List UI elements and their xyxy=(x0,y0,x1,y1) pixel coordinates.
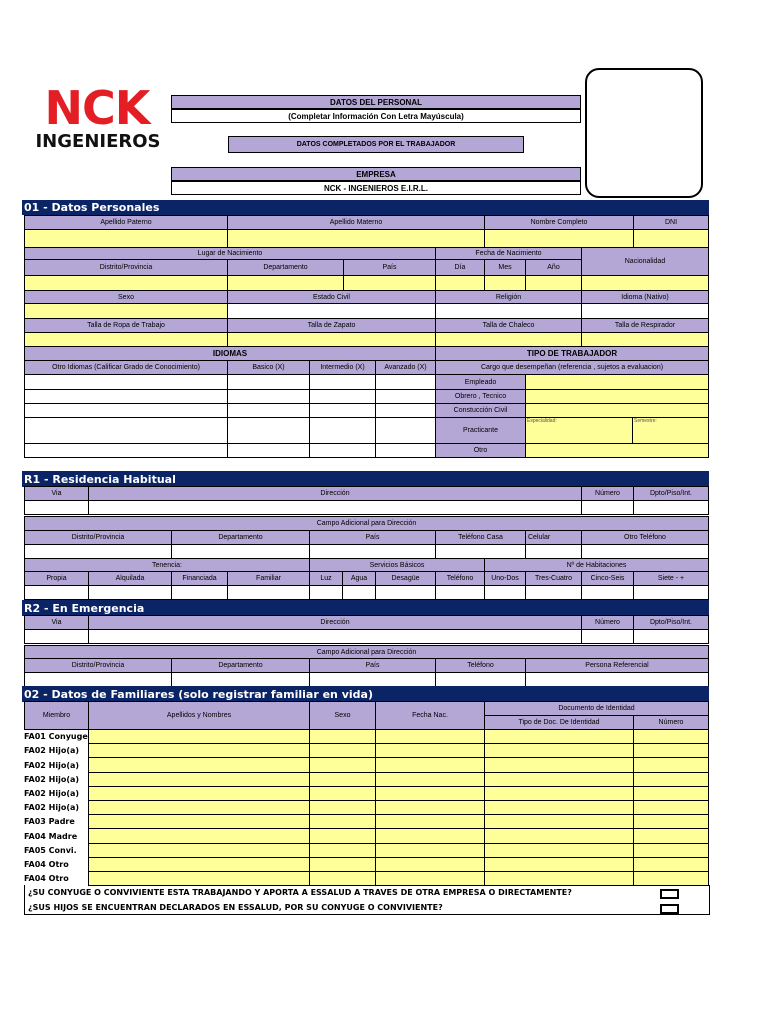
family-numero-field[interactable] xyxy=(633,828,709,844)
idioma-row-basico[interactable] xyxy=(227,389,310,404)
r1-habitaciones-label: Nº de Habitaciones xyxy=(484,558,709,572)
family-sexo-field[interactable] xyxy=(309,843,376,858)
family-apellidos-field[interactable] xyxy=(88,800,310,815)
idioma-row-avanzado[interactable] xyxy=(375,389,436,404)
family-member-label: FA05 Convi. xyxy=(24,846,77,855)
r1-departamento-field[interactable] xyxy=(171,544,310,559)
dia-field[interactable] xyxy=(435,275,485,291)
r2-telefono-label: Teléfono xyxy=(435,658,526,673)
family-numero-field[interactable] xyxy=(633,743,709,758)
header-title: DATOS DEL PERSONAL xyxy=(171,95,581,109)
r1-otro-telefono-label: Otro Teléfono xyxy=(581,530,709,545)
estado-civil-label: Estado Civil xyxy=(227,290,436,304)
numero-header: Número xyxy=(633,715,709,730)
r2-direccion-field[interactable] xyxy=(88,629,582,644)
r1-pais-field[interactable] xyxy=(309,544,436,559)
family-sexo-field[interactable] xyxy=(309,743,376,758)
r1-dpto-field[interactable] xyxy=(633,500,709,515)
family-member-label: FA02 Hijo(a) xyxy=(24,775,80,784)
r1-dpto-label: Dpto/Piso/Int. xyxy=(633,486,709,501)
family-sexo-field[interactable] xyxy=(309,729,376,744)
r1-tenencia-label: Tenencia: xyxy=(24,558,310,572)
nombre-completo-field[interactable] xyxy=(484,229,634,248)
family-fecha-field[interactable] xyxy=(375,729,485,744)
r2-departamento-label: Departamento xyxy=(171,658,310,673)
tipo-trabajador-header: TIPO DE TRABAJADOR xyxy=(435,346,709,361)
section-02-title: 02 - Datos de Familiares (solo registrar familiar en vida) xyxy=(22,686,709,702)
r1-direccion-label: Dirección xyxy=(88,486,582,501)
distrito-label: Distrito/Provincia xyxy=(24,259,228,276)
section-r1-title: R1 - Residencia Habitual xyxy=(22,471,709,487)
family-tipo-doc-field[interactable] xyxy=(484,800,634,815)
talla-chaleco-field[interactable] xyxy=(435,332,582,347)
r1-desague-field[interactable] xyxy=(375,585,436,600)
talla-respirador-field[interactable] xyxy=(581,332,709,347)
family-fecha-field[interactable] xyxy=(375,757,485,773)
r1-col-desague: Desagüe xyxy=(375,571,436,586)
idioma-row-intermedio[interactable] xyxy=(309,403,376,418)
r1-alquilada-field[interactable] xyxy=(88,585,172,600)
r1-col-siete: Siete - + xyxy=(633,571,709,586)
family-tipo-doc-field[interactable] xyxy=(484,843,634,858)
logo-brand: NCK xyxy=(44,81,150,135)
lugar-nacimiento-label: Lugar de Nacimiento xyxy=(24,247,436,260)
apellido-materno-field[interactable] xyxy=(227,229,485,248)
distrito-field[interactable] xyxy=(24,275,228,291)
r1-col-cinco-seis: Cinco-Seis xyxy=(581,571,634,586)
r2-direccion-label: Dirección xyxy=(88,615,582,630)
family-fecha-field[interactable] xyxy=(375,772,485,787)
family-fecha-field[interactable] xyxy=(375,871,485,886)
religion-label: Religión xyxy=(435,290,582,304)
r2-distrito-label: Distrito/Provincia xyxy=(24,658,172,673)
r2-persona-label: Persona Referencial xyxy=(525,658,709,673)
family-tipo-doc-field[interactable] xyxy=(484,786,634,801)
r1-numero-label: Número xyxy=(581,486,634,501)
family-tipo-doc-field[interactable] xyxy=(484,757,634,773)
pais-field[interactable] xyxy=(343,275,436,291)
anio-label: Año xyxy=(525,259,582,276)
family-apellidos-field[interactable] xyxy=(88,871,310,886)
family-apellidos-field[interactable] xyxy=(88,743,310,758)
r2-distrito-field[interactable] xyxy=(24,672,172,687)
family-tipo-doc-field[interactable] xyxy=(484,772,634,787)
family-fecha-field[interactable] xyxy=(375,800,485,815)
idioma-row-intermedio[interactable] xyxy=(309,374,376,390)
idioma-row-name[interactable] xyxy=(24,417,228,444)
apellido-paterno-field[interactable] xyxy=(24,229,228,248)
talla-zapato-field[interactable] xyxy=(227,332,436,347)
family-numero-field[interactable] xyxy=(633,800,709,815)
dni-label: DNI xyxy=(633,215,709,230)
family-tipo-doc-field[interactable] xyxy=(484,828,634,844)
r1-uno-dos-field[interactable] xyxy=(484,585,526,600)
apellidos-header: Apellidos y Nombres xyxy=(88,701,310,730)
family-sexo-field[interactable] xyxy=(309,828,376,844)
family-member-label: FA02 Hijo(a) xyxy=(24,803,80,812)
r1-col-uno-dos: Uno-Dos xyxy=(484,571,526,586)
mes-label: Mes xyxy=(484,259,526,276)
tipo-otro-field[interactable] xyxy=(525,443,709,458)
question-conyuge: ¿SU CONYUGE O CONVIVIENTE ESTA TRABAJANDO Y APORTA A ESSALUD A TRAVES DE OTRA EMPRESA O DIRECTAMENTE? xyxy=(28,888,572,897)
tipo-otro-label: Otro xyxy=(435,443,526,458)
r1-col-agua: Agua xyxy=(342,571,376,586)
r1-distrito-field[interactable] xyxy=(24,544,172,559)
r2-telefono-field[interactable] xyxy=(435,672,526,687)
r1-propia-field[interactable] xyxy=(24,585,89,600)
cargo-label: Cargo que desempeñan (referencia , sujetos a evaluacion) xyxy=(435,360,709,375)
intermedio-label: Intermedio (X) xyxy=(309,360,376,375)
talla-ropa-label: Talla de Ropa de Trabajo xyxy=(24,318,228,333)
talla-zapato-label: Talla de Zapato xyxy=(227,318,436,333)
family-numero-field[interactable] xyxy=(633,843,709,858)
family-member-label: FA01 Conyuge xyxy=(24,732,88,741)
r1-celular-field[interactable] xyxy=(525,544,582,559)
family-sexo-field[interactable] xyxy=(309,800,376,815)
idioma-row-avanzado[interactable] xyxy=(375,443,436,458)
r1-servicios-label: Servicios Básicos xyxy=(309,558,485,572)
family-member-label: FA04 Otro xyxy=(24,874,69,883)
r1-col-propia: Propia xyxy=(24,571,89,586)
dni-field[interactable] xyxy=(633,229,709,248)
family-sexo-field[interactable] xyxy=(309,772,376,787)
sexo-field[interactable] xyxy=(24,303,228,319)
idioma-field[interactable] xyxy=(581,303,709,319)
tipo-obrero-label: Obrero , Tecnico xyxy=(435,389,526,404)
idioma-row-basico[interactable] xyxy=(227,374,310,390)
family-numero-field[interactable] xyxy=(633,729,709,744)
family-fecha-field[interactable] xyxy=(375,857,485,872)
r1-direccion-field[interactable] xyxy=(88,500,582,515)
family-member-label: FA02 Hijo(a) xyxy=(24,760,80,770)
family-fecha-field[interactable] xyxy=(375,786,485,801)
r1-cinco-seis-field[interactable] xyxy=(581,585,634,600)
r2-campo-adicional-label: Campo Adicional para Dirección xyxy=(24,645,709,659)
idioma-row-name[interactable] xyxy=(24,374,228,390)
family-fecha-field[interactable] xyxy=(375,843,485,858)
nacionalidad-label: Nacionalidad xyxy=(581,247,709,276)
fecha-header: Fecha Nac. xyxy=(375,701,485,730)
section-r2-title: R2 - En Emergencia xyxy=(22,600,709,616)
idioma-row-intermedio[interactable] xyxy=(309,443,376,458)
family-member-label: FA04 Madre xyxy=(24,831,78,841)
question-hijos: ¿SUS HIJOS SE ENCUENTRAN DECLARADOS EN ESSALUD, POR SU CONYUGE O CONVIVIENTE? xyxy=(28,903,443,912)
nacionalidad-field[interactable] xyxy=(581,275,709,291)
family-numero-field[interactable] xyxy=(633,871,709,886)
sexo-label: Sexo xyxy=(24,290,228,304)
r1-otro-telefono-field[interactable] xyxy=(581,544,709,559)
r2-departamento-field[interactable] xyxy=(171,672,310,687)
apellido-paterno-label: Apellido Paterno xyxy=(24,215,228,230)
fecha-nacimiento-label: Fecha de Nacimiento xyxy=(435,247,582,260)
tipo-obrero-field[interactable] xyxy=(525,389,709,404)
family-apellidos-field[interactable] xyxy=(88,772,310,787)
r2-dpto-field[interactable] xyxy=(633,629,709,644)
family-sexo-field[interactable] xyxy=(309,814,376,829)
family-member-label: FA02 Hijo(a) xyxy=(24,746,80,755)
idioma-row-basico[interactable] xyxy=(227,417,310,444)
r1-celular-label: Celular xyxy=(525,530,582,545)
section-01-title: 01 - Datos Personales xyxy=(22,200,709,215)
documento-header: Documento de Identidad xyxy=(484,701,709,716)
r1-tres-cuatro-field[interactable] xyxy=(525,585,582,600)
question-hijos-checkbox[interactable] xyxy=(660,904,679,914)
r1-siete-field[interactable] xyxy=(633,585,709,600)
family-sexo-field[interactable] xyxy=(309,857,376,872)
r1-luz-field[interactable] xyxy=(309,585,343,600)
r2-pais-field[interactable] xyxy=(309,672,436,687)
idioma-row-avanzado[interactable] xyxy=(375,403,436,418)
family-apellidos-field[interactable] xyxy=(88,828,310,844)
r1-departamento-label: Departamento xyxy=(171,530,310,545)
family-tipo-doc-field[interactable] xyxy=(484,857,634,872)
family-fecha-field[interactable] xyxy=(375,828,485,844)
family-apellidos-field[interactable] xyxy=(88,786,310,801)
idioma-row-name[interactable] xyxy=(24,403,228,418)
family-apellidos-field[interactable] xyxy=(88,757,310,773)
family-apellidos-field[interactable] xyxy=(88,814,310,829)
family-numero-field[interactable] xyxy=(633,786,709,801)
nombre-completo-label: Nombre Completo xyxy=(484,215,634,230)
family-sexo-field[interactable] xyxy=(309,786,376,801)
family-tipo-doc-field[interactable] xyxy=(484,871,634,886)
otro-idiomas-label: Otro Idiomas (Calificar Grado de Conocimiento) xyxy=(24,360,228,375)
r1-via-label: Via xyxy=(24,486,89,501)
r2-persona-field[interactable] xyxy=(525,672,709,687)
r2-via-label: Via xyxy=(24,615,89,630)
r1-financiada-field[interactable] xyxy=(171,585,228,600)
family-member-label: FA02 Hijo(a) xyxy=(24,789,80,798)
especialidad-label: Especialidad: xyxy=(527,418,557,424)
family-apellidos-field[interactable] xyxy=(88,857,310,872)
family-apellidos-field[interactable] xyxy=(88,843,310,858)
avanzado-label: Avanzado (X) xyxy=(375,360,436,375)
r1-col-familiar: Familiar xyxy=(227,571,310,586)
r1-col-alquilada: Alquilada xyxy=(88,571,172,586)
talla-ropa-field[interactable] xyxy=(24,332,228,347)
miembro-header: Miembro xyxy=(24,701,89,730)
logo-subtitle: INGENIEROS xyxy=(35,131,161,152)
r1-col-tres-cuatro: Tres-Cuatro xyxy=(525,571,582,586)
tipo-practicante-label: Practicante xyxy=(435,417,526,444)
family-numero-field[interactable] xyxy=(633,814,709,829)
departamento-label: Departamento xyxy=(227,259,344,276)
idioma-row-intermedio[interactable] xyxy=(309,417,376,444)
r1-numero-field[interactable] xyxy=(581,500,634,515)
r1-col-telefono: Teléfono xyxy=(435,571,485,586)
company-label: EMPRESA xyxy=(171,167,581,181)
r2-via-field[interactable] xyxy=(24,629,89,644)
r1-telefono-casa-label: Teléfono Casa xyxy=(435,530,526,545)
r1-col-luz: Luz xyxy=(309,571,343,586)
family-tipo-doc-field[interactable] xyxy=(484,814,634,829)
r1-familiar-field[interactable] xyxy=(227,585,310,600)
question-conyuge-checkbox[interactable] xyxy=(660,889,679,899)
idioma-row-basico[interactable] xyxy=(227,443,310,458)
idioma-row-name[interactable] xyxy=(24,443,228,458)
idioma-row-avanzado[interactable] xyxy=(375,417,436,444)
idioma-label: Idioma (Nativo) xyxy=(581,290,709,304)
anio-field[interactable] xyxy=(525,275,582,291)
tipo-construccion-label: Constucción Civil xyxy=(435,403,526,418)
family-member-label: FA04 Otro xyxy=(24,860,69,869)
r1-telefono-field[interactable] xyxy=(435,585,485,600)
idioma-row-avanzado[interactable] xyxy=(375,374,436,390)
estado-civil-field[interactable] xyxy=(227,303,436,319)
r1-campo-adicional-label: Campo Adicional para Dirección xyxy=(24,516,709,531)
r2-dpto-label: Dpto/Piso/Int. xyxy=(633,615,709,630)
talla-chaleco-label: Talla de Chaleco xyxy=(435,318,582,333)
sexo-header: Sexo xyxy=(309,701,376,730)
r1-via-field[interactable] xyxy=(24,500,89,515)
r1-agua-field[interactable] xyxy=(342,585,376,600)
tipo-doc-header: Tipo de Doc. De Identidad xyxy=(484,715,634,730)
r1-pais-label: País xyxy=(309,530,436,545)
family-apellidos-field[interactable] xyxy=(88,729,310,744)
mes-field[interactable] xyxy=(484,275,526,291)
religion-field[interactable] xyxy=(435,303,582,319)
tipo-construccion-field[interactable] xyxy=(525,403,709,418)
r2-numero-field[interactable] xyxy=(581,629,634,644)
family-numero-field[interactable] xyxy=(633,857,709,872)
semestre-label: Semestre: xyxy=(634,418,657,424)
dia-label: Día xyxy=(435,259,485,276)
family-tipo-doc-field[interactable] xyxy=(484,743,634,758)
family-fecha-field[interactable] xyxy=(375,743,485,758)
family-member-label: FA03 Padre xyxy=(24,817,75,826)
r1-telefono-casa-field[interactable] xyxy=(435,544,526,559)
completed-by-worker: DATOS COMPLETADOS POR EL TRABAJADOR xyxy=(228,136,524,153)
pais-label: País xyxy=(343,259,436,276)
r1-distrito-label: Distrito/Provincia xyxy=(24,530,172,545)
family-sexo-field[interactable] xyxy=(309,757,376,773)
company-logo xyxy=(32,81,164,156)
tipo-empleado-field[interactable] xyxy=(525,374,709,390)
header-subtitle: (Completar Información Con Letra Mayúscula) xyxy=(171,109,581,123)
photo-box[interactable] xyxy=(585,68,703,198)
family-tipo-doc-field[interactable] xyxy=(484,729,634,744)
family-fecha-field[interactable] xyxy=(375,814,485,829)
family-sexo-field[interactable] xyxy=(309,871,376,886)
departamento-field[interactable] xyxy=(227,275,344,291)
idioma-row-intermedio[interactable] xyxy=(309,389,376,404)
apellido-materno-label: Apellido Materno xyxy=(227,215,485,230)
family-numero-field[interactable] xyxy=(633,772,709,787)
r1-col-financiada: Financiada xyxy=(171,571,228,586)
family-numero-field[interactable] xyxy=(633,757,709,773)
basico-label: Basico (X) xyxy=(227,360,310,375)
idioma-row-name[interactable] xyxy=(24,389,228,404)
idiomas-header: IDIOMAS xyxy=(24,346,436,361)
talla-respirador-label: Talla de Respirador xyxy=(581,318,709,333)
company-name: NCK - INGENIEROS E.I.R.L. xyxy=(171,181,581,195)
r2-pais-label: País xyxy=(309,658,436,673)
tipo-empleado-label: Empleado xyxy=(435,374,526,390)
idioma-row-basico[interactable] xyxy=(227,403,310,418)
r2-numero-label: Número xyxy=(581,615,634,630)
